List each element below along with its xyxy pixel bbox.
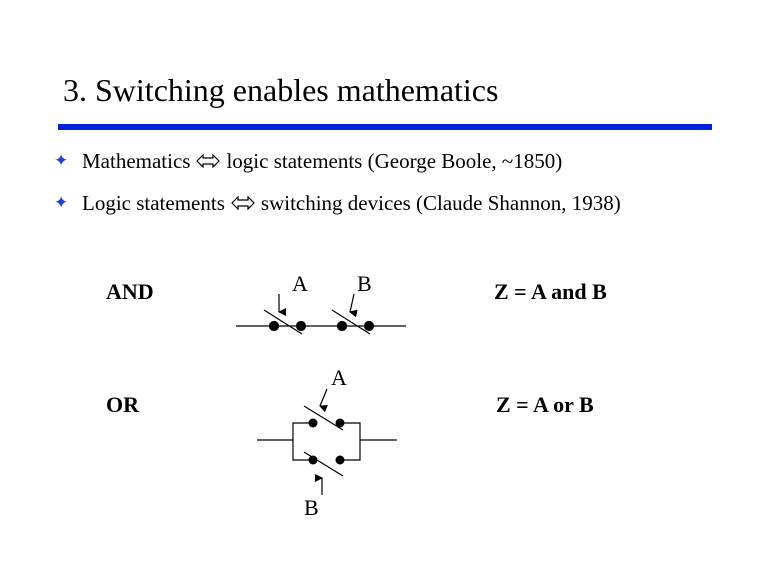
or-switch-a-label: A (331, 365, 347, 390)
and-circuit (236, 294, 406, 334)
contact-dot (336, 456, 345, 465)
switch-b-arrow (350, 294, 354, 312)
or-bracket-right (340, 423, 360, 460)
or-contacts (309, 419, 345, 465)
switch-b-blade (304, 452, 343, 476)
bullet-1-right: logic statements (George Boole, ~1850) (226, 149, 563, 173)
and-switch-b-label: B (357, 271, 372, 296)
bullet-2-left: Logic statements (82, 191, 225, 215)
and-formula: Z = A and B (494, 279, 607, 304)
contact-dot (336, 419, 345, 428)
contact-dot (338, 322, 347, 331)
switch-b-blade (332, 310, 370, 334)
contact-dot (309, 456, 318, 465)
contact-dot (365, 322, 374, 331)
contact-dot (270, 322, 279, 331)
and-label: AND (106, 279, 154, 304)
contact-dot (309, 419, 318, 428)
bullet-2-right: switching devices (Claude Shannon, 1938) (260, 191, 621, 215)
or-label: OR (106, 392, 139, 417)
bullet-1-left: Mathematics (82, 149, 191, 173)
or-bracket-left (293, 423, 313, 460)
contact-dot (297, 322, 306, 331)
four-point-star-icon: ✦ (54, 151, 69, 170)
and-switch-a-label: A (292, 271, 308, 296)
four-point-star-icon: ✦ (54, 193, 69, 212)
slide-title: 3. Switching enables mathematics (63, 72, 499, 108)
or-formula: Z = A or B (496, 392, 594, 417)
or-circuit (257, 389, 397, 495)
switch-a-blade (264, 310, 302, 334)
switch-a-arrow (320, 389, 327, 406)
or-switch-b-label: B (304, 495, 319, 520)
